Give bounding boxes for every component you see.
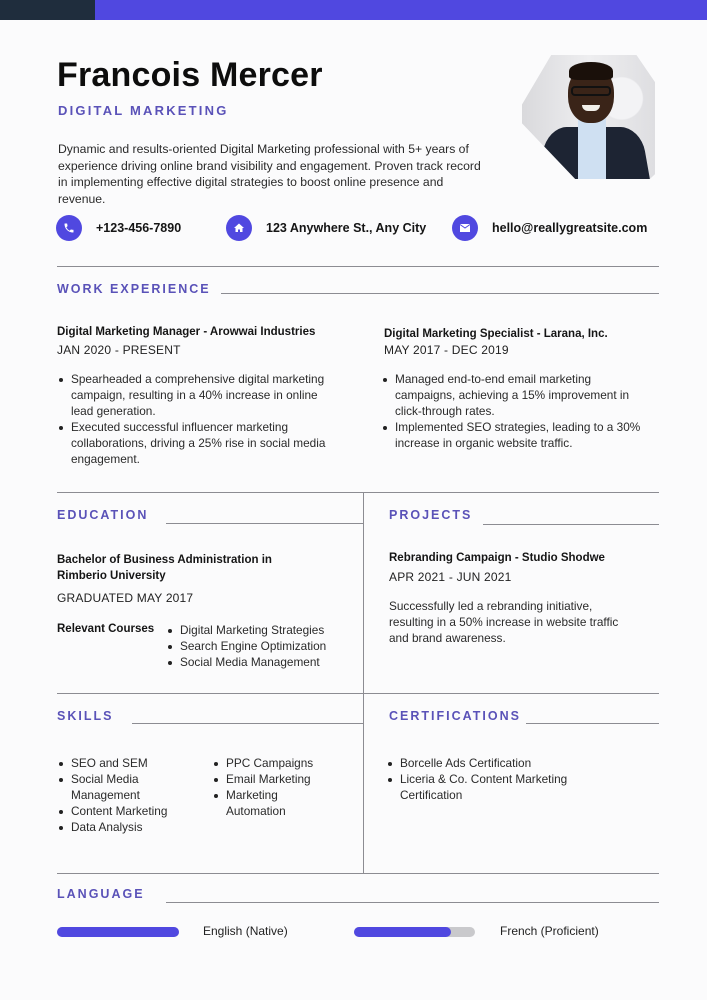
home-icon <box>226 215 252 241</box>
section-rule <box>132 723 363 724</box>
job-date: JAN 2020 - PRESENT <box>57 343 181 357</box>
project-date: APR 2021 - JUN 2021 <box>389 570 512 584</box>
top-bar-dark <box>0 0 95 20</box>
divider <box>57 873 659 874</box>
contact-address <box>226 215 426 241</box>
list-item: Liceria & Co. Content Marketing Certification <box>386 771 586 803</box>
divider <box>57 693 659 694</box>
job-title: Digital Marketing Specialist - Larana, Inc. <box>384 328 608 340</box>
project-title: Rebranding Campaign - Studio Shodwe <box>389 552 605 564</box>
divider <box>57 492 659 493</box>
job-bullets <box>57 371 332 467</box>
list-item: Search Engine Optimization <box>166 638 356 654</box>
section-title-work-experience: WORK EXPERIENCE <box>57 282 211 296</box>
language-level-fill <box>57 927 179 937</box>
contact-email <box>452 215 647 241</box>
job-title: Digital Marketing Manager - Arowwai Industries <box>57 326 316 338</box>
list-item: Social Media Management <box>57 771 187 803</box>
courses-list <box>166 622 356 670</box>
skills-list-col1 <box>57 755 187 835</box>
language-level-fill <box>354 927 451 937</box>
list-item: Digital Marketing Strategies <box>166 622 356 638</box>
section-title-skills: SKILLS <box>57 709 114 723</box>
phone-icon <box>56 215 82 241</box>
list-item: Executed successful influencer marketing collaborations, driving a 25% rise in social media engagement. <box>57 419 332 467</box>
list-item: Spearheaded a comprehensive digital marketing campaign, resulting in a 40% increase in online lead generation. <box>57 371 332 419</box>
section-rule <box>166 523 363 524</box>
list-item: Implemented SEO strategies, leading to a 30% increase in organic website traffic. <box>381 419 651 451</box>
section-rule <box>221 293 659 294</box>
list-item: Managed end-to-end email marketing campaigns, achieving a 15% improvement in click-through rates. <box>381 371 651 419</box>
job-date: MAY 2017 - DEC 2019 <box>384 343 509 357</box>
list-item: Borcelle Ads Certification <box>386 755 586 771</box>
list-item: SEO and SEM <box>57 755 187 771</box>
project-description: Successfully led a rebranding initiative, resulting in a 50% increase in website traffic and brand awareness. <box>389 599 619 645</box>
graduation-date: GRADUATED MAY 2017 <box>57 591 194 605</box>
certifications-list <box>386 755 586 803</box>
list-item: PPC Campaigns <box>212 755 342 771</box>
contact-address-text: 123 Anywhere St., Any City <box>266 221 427 235</box>
profile-summary: Dynamic and results-oriented Digital Marketing professional with 5+ years of experience driving online brand visibility and engagement. Proven track record in implementing effective digital strategies to boost online presence and revenue. <box>58 142 481 206</box>
section-rule <box>526 723 659 724</box>
list-item: Marketing Automation <box>212 787 302 819</box>
list-item: Email Marketing <box>212 771 342 787</box>
skills-list-col2 <box>212 755 342 819</box>
language-label: French (Proficient) <box>500 924 599 938</box>
divider <box>57 266 659 267</box>
mail-icon <box>452 215 478 241</box>
relevant-courses-label: Relevant Courses <box>57 623 155 635</box>
column-divider <box>363 492 364 873</box>
top-bar-accent <box>95 0 707 20</box>
contact-phone <box>56 215 181 241</box>
profile-photo <box>522 55 655 179</box>
contact-email-text: hello@reallygreatsite.com <box>492 221 648 235</box>
list-item: Data Analysis <box>57 819 187 835</box>
candidate-role: DIGITAL MARKETING <box>58 103 229 118</box>
section-title-language: LANGUAGE <box>57 887 145 901</box>
candidate-name: Francois Mercer <box>57 56 323 94</box>
section-rule <box>166 902 659 903</box>
language-label: English (Native) <box>203 924 288 938</box>
list-item: Content Marketing <box>57 803 187 819</box>
language-level-bar <box>57 927 179 937</box>
degree-title: Bachelor of Business Administration in Rimberio University <box>57 554 272 582</box>
job-bullets <box>381 371 651 451</box>
contact-phone-text: +123-456-7890 <box>96 221 182 235</box>
list-item: Social Media Management <box>166 654 356 670</box>
section-title-projects: PROJECTS <box>389 508 473 522</box>
section-title-education: EDUCATION <box>57 508 149 522</box>
section-title-certifications: CERTIFICATIONS <box>389 709 521 723</box>
language-level-bar <box>354 927 475 937</box>
section-rule <box>483 524 659 525</box>
